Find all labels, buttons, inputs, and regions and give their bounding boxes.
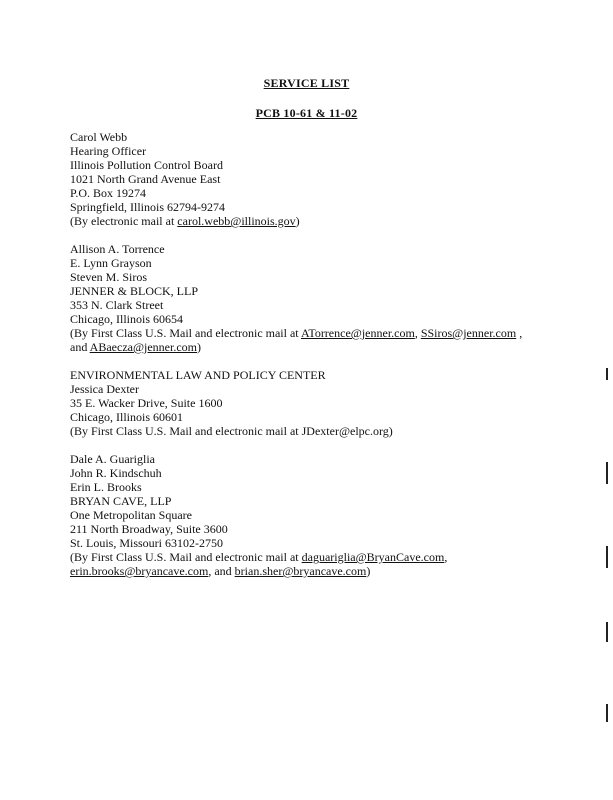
address-line: John R. Kindschuh — [70, 466, 162, 480]
email-link[interactable]: carol.webb@illinois.gov — [177, 214, 296, 228]
address-line: Dale A. Guariglia — [70, 452, 155, 466]
address-line: 1021 North Grand Avenue East — [70, 172, 221, 186]
service-entry-hearing-officer — [70, 130, 600, 228]
address-line: P.O. Box 19274 — [70, 186, 147, 200]
email-link[interactable]: daguariglia@BryanCave.com — [301, 550, 445, 564]
address-line: Chicago, Illinois 60654 — [70, 312, 183, 326]
address-line: Erin L. Brooks — [70, 480, 142, 494]
scan-edge-mark — [606, 546, 608, 568]
email-link[interactable]: erin.brooks@bryancave.com — [70, 564, 209, 578]
service-entry-elpc — [70, 368, 600, 438]
address-line: Illinois Pollution Control Board — [70, 158, 224, 172]
email-link[interactable]: SSiros@jenner.com — [420, 326, 517, 340]
address-line: 35 E. Wacker Drive, Suite 1600 — [70, 396, 223, 410]
address-line: E. Lynn Grayson — [70, 256, 152, 270]
document-title: SERVICE LIST — [263, 76, 350, 90]
address-line: Jessica Dexter — [70, 382, 139, 396]
address-line: One Metropolitan Square — [70, 508, 192, 522]
scan-edge-mark — [606, 368, 608, 380]
scan-edge-mark — [606, 622, 608, 642]
address-line: 353 N. Clark Street — [70, 298, 164, 312]
address-line: Chicago, Illinois 60601 — [70, 410, 183, 424]
email-link[interactable]: ATorrence@jenner.com — [300, 326, 415, 340]
scan-edge-mark — [606, 704, 608, 722]
service-method-continued: erin.brooks@bryancave.com, and brian.sher@bryancave.com) — [70, 564, 371, 578]
scan-edge-mark — [606, 462, 608, 484]
service-entry-bryan-cave — [70, 452, 600, 578]
address-line: Carol Webb — [70, 130, 128, 144]
address-line: Springfield, Illinois 62794-9274 — [70, 200, 225, 214]
email-link[interactable]: brian.sher@bryancave.com — [234, 564, 367, 578]
service-entry-jenner-block — [70, 242, 600, 354]
address-line: ENVIRONMENTAL LAW AND POLICY CENTER — [70, 368, 326, 382]
address-line: Steven M. Siros — [70, 270, 148, 284]
service-method: (By electronic mail at carol.webb@illinois.gov) — [70, 214, 300, 228]
address-line: Hearing Officer — [70, 144, 147, 158]
address-line: JENNER & BLOCK, LLP — [70, 284, 199, 298]
address-line: 211 North Broadway, Suite 3600 — [70, 522, 228, 536]
service-method: (By First Class U.S. Mail and electronic mail at ATorrence@jenner.com, SSiros@jenner.com , — [70, 326, 523, 340]
email-link[interactable]: ABaecza@jenner.com — [89, 340, 198, 354]
service-method: (By First Class U.S. Mail and electronic mail at JDexter@elpc.org) — [70, 424, 393, 438]
service-method-continued: and ABaecza@jenner.com) — [70, 340, 202, 354]
address-line: St. Louis, Missouri 63102-2750 — [70, 536, 224, 550]
address-line: Allison A. Torrence — [70, 242, 165, 256]
address-line: BRYAN CAVE, LLP — [70, 494, 172, 508]
document-subtitle: PCB 10-61 & 11-02 — [255, 106, 358, 120]
service-method: (By First Class U.S. Mail and electronic mail at daguariglia@BryanCave.com, — [70, 550, 448, 564]
